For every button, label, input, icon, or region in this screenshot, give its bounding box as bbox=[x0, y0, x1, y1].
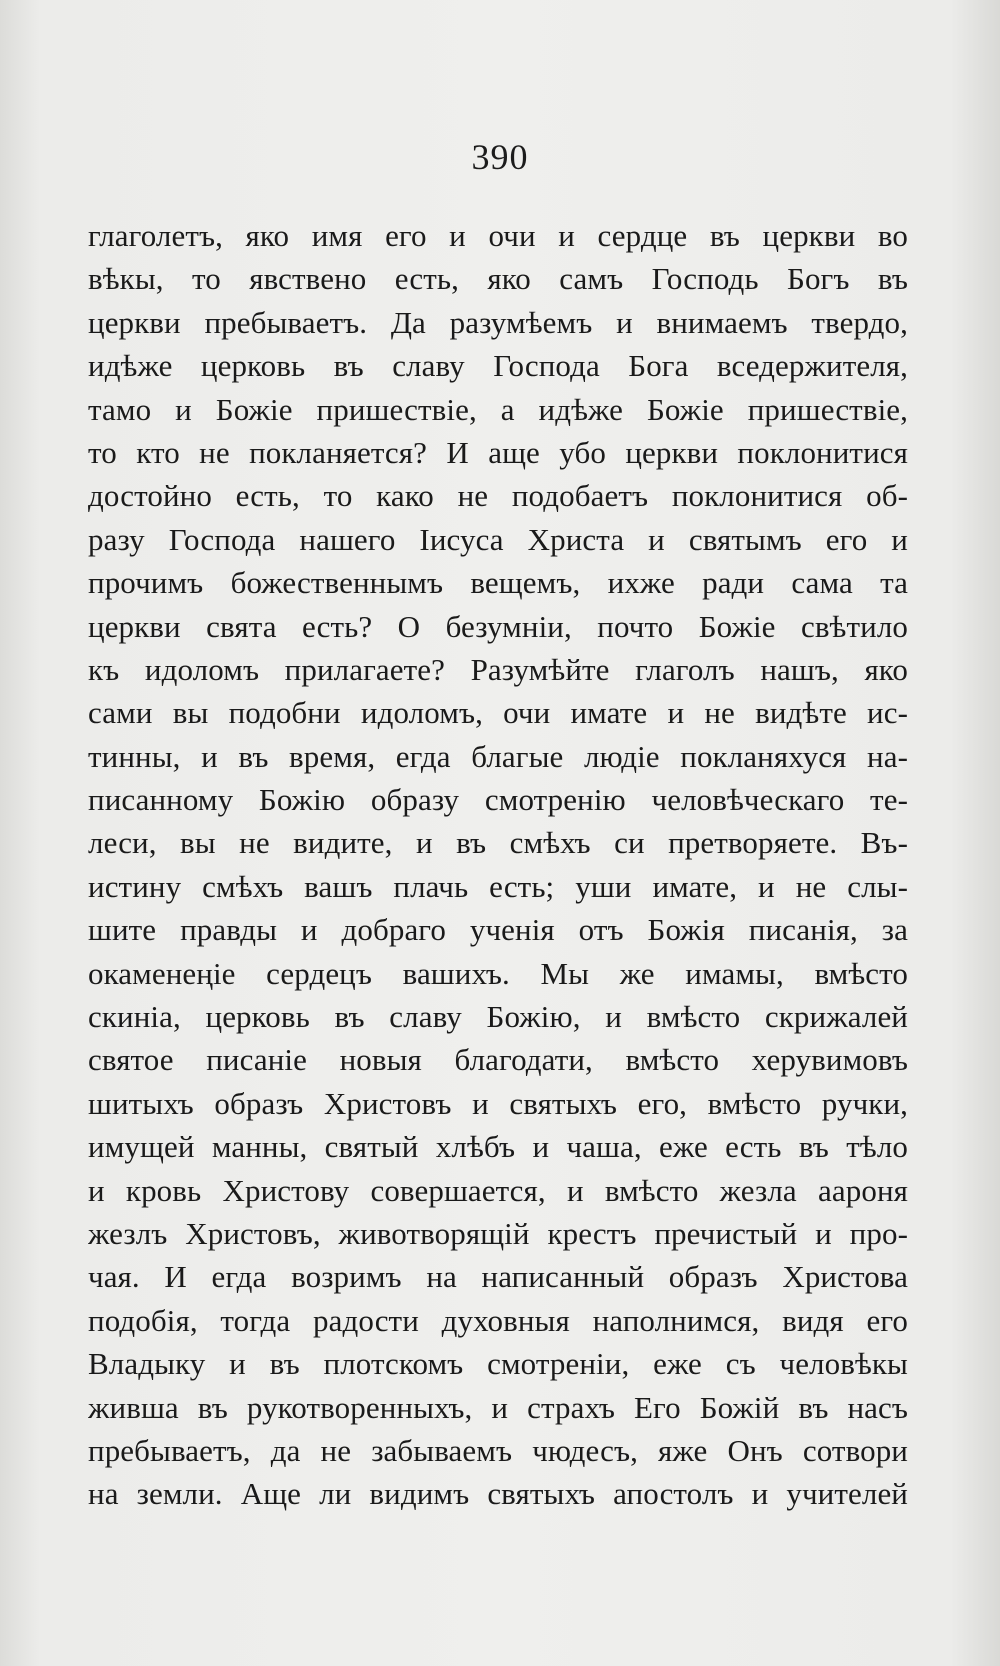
text-line: сами вы подобни идоломъ, очи имате и не видѣте ис- bbox=[88, 695, 908, 731]
text-line: шите правды и добраго ученія отъ Божія писанія, за bbox=[88, 912, 908, 948]
text-line: то кто не покланяется? И аще убо церкви поклонитися bbox=[88, 434, 908, 470]
text-line: церкви свята есть? О безумніи, почто Божіе свѣтило bbox=[88, 608, 908, 644]
text-line: вѣкы, то явствено есть, яко самъ Господь Богъ въ bbox=[88, 261, 908, 297]
page-number: 390 bbox=[471, 137, 529, 177]
text-line: глаголетъ, яко имя его и очи и сердце въ церкви во bbox=[88, 218, 908, 253]
text-line: и кровь Христову совершается, и вмѣсто жезла аароня bbox=[88, 1172, 908, 1208]
text-line: прочимъ божественнымъ вещемъ, ихже ради сама та bbox=[88, 565, 908, 601]
text-line: святое писаніе новыя благодати, вмѣсто херувимовъ bbox=[88, 1042, 908, 1078]
text-line: истину смѣхъ вашъ плачь есть; уши имате, и не слы- bbox=[88, 868, 908, 904]
text-line: писанному Божію образу смотренію человѣческаго те- bbox=[88, 782, 908, 818]
body-text bbox=[88, 214, 908, 1516]
text-line: окаменеңіе сердецъ вашихъ. Мы же имамы, вмѣсто bbox=[88, 955, 908, 991]
text-line: имущей манны, святый хлѣбъ и чаша, еже есть въ тѣло bbox=[88, 1129, 908, 1165]
text-line: чая. И егда возримъ на написанный образъ Христова bbox=[88, 1259, 908, 1295]
text-line: леси, вы не видите, и въ смѣхъ си претворяете. Въ- bbox=[88, 825, 908, 861]
text-line: достойно есть, то како не подобаетъ поклонитися об- bbox=[88, 478, 908, 514]
text-line: къ идоломъ прилагаете? Разумѣйте глаголъ нашъ, яко bbox=[88, 651, 908, 687]
text-line: на земли. Аще ли видимъ святыхъ апостолъ и учителей bbox=[88, 1476, 908, 1512]
text-line: живша въ рукотворенныхъ, и страхъ Его Божій въ насъ bbox=[88, 1389, 908, 1425]
text-line: пребываетъ, да не забываемъ чюдесъ, яже Онъ сотвори bbox=[88, 1432, 908, 1468]
text-line: идѣже церковь въ славу Господа Бога вседержителя, bbox=[88, 348, 908, 384]
text-line: жезлъ Христовъ, животворящій крестъ пречистый и про- bbox=[88, 1215, 908, 1251]
text-line: тамо и Божіе пришествіе, а идѣже Божіе пришествіе, bbox=[88, 391, 908, 427]
text-line: Владыку и въ плотскомъ смотреніи, еже съ человѣкы bbox=[88, 1346, 908, 1382]
text-line: шитыхъ образъ Христовъ и святыхъ его, вмѣсто ручки, bbox=[88, 1085, 908, 1121]
text-line: скиніа, церковь въ славу Божію, и вмѣсто скрижалей bbox=[88, 999, 908, 1035]
text-line: разу Господа нашего Іисуса Христа и святымъ его и bbox=[88, 521, 908, 557]
text-line: церкви пребываетъ. Да разумѣемъ и внимаемъ твердо, bbox=[88, 304, 908, 340]
text-line: тинны, и въ время, егда благые людіе покланяхуся на- bbox=[88, 738, 908, 774]
text-line: подобія, тогда радости духовныя наполнимся, видя его bbox=[88, 1302, 908, 1338]
